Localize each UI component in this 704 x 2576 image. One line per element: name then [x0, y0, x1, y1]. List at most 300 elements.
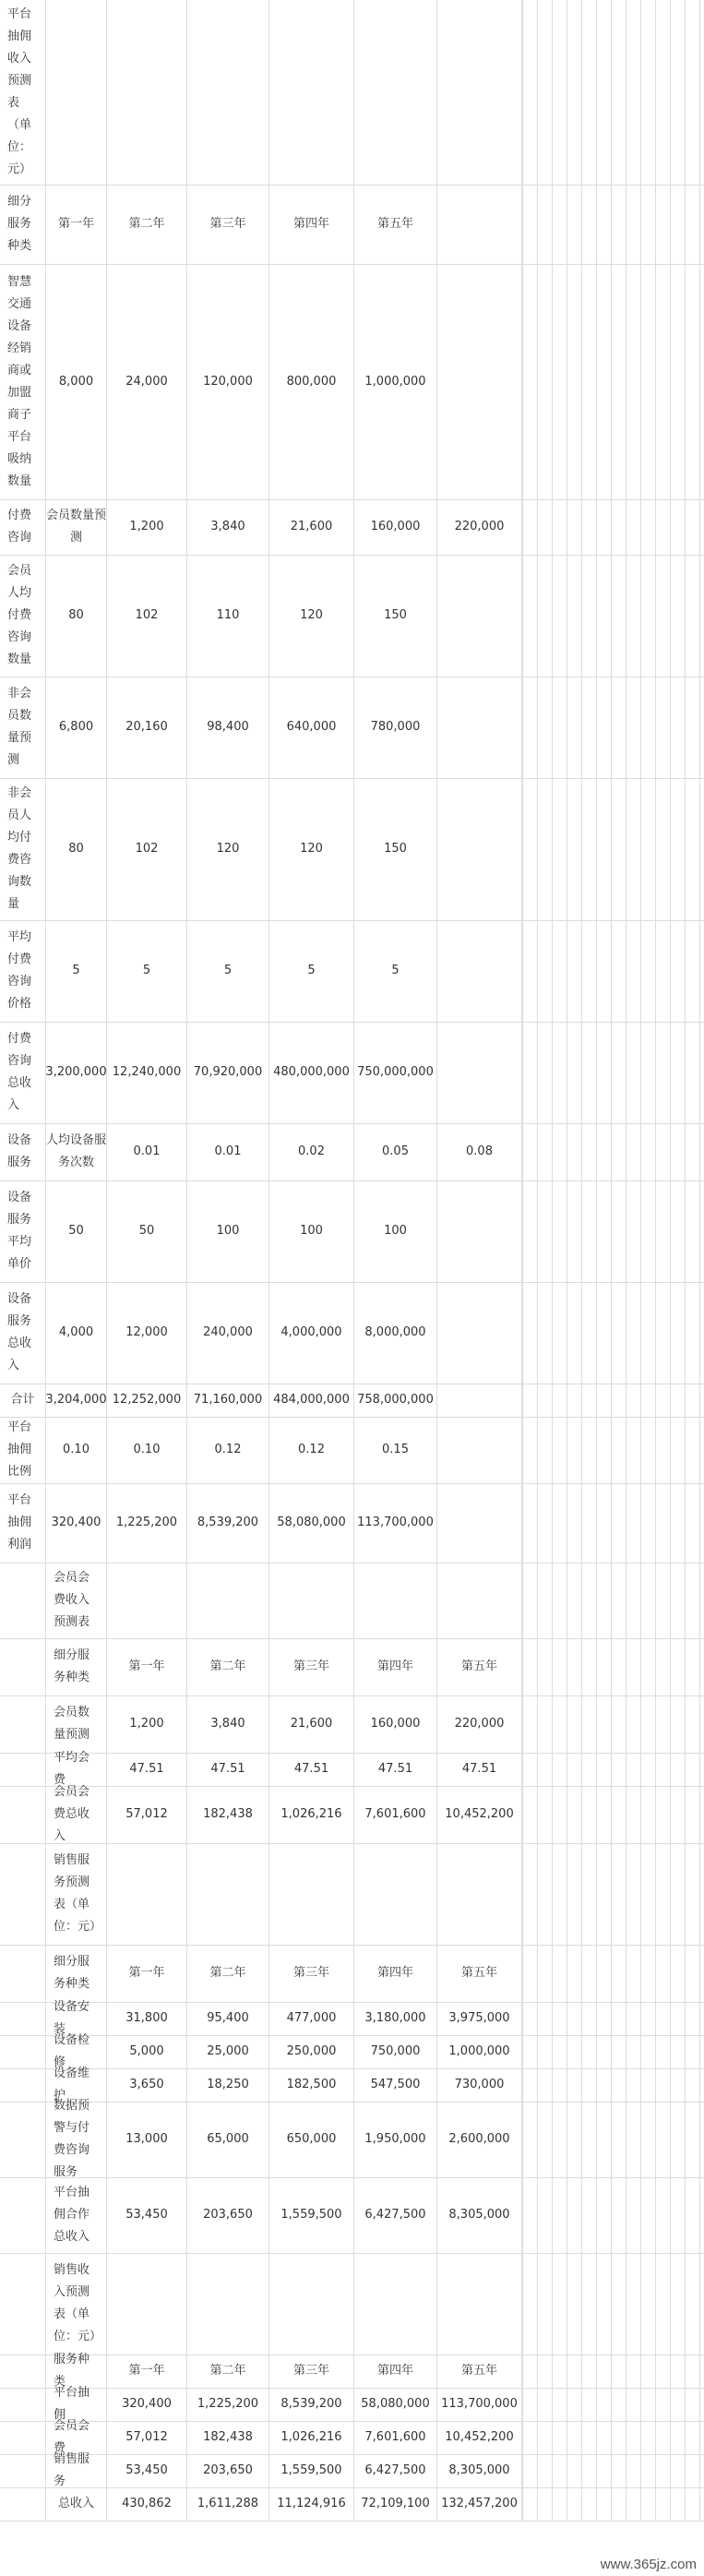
cell-text: 3,180,000 [364, 2011, 426, 2025]
cell-text: 1,950,000 [364, 2132, 426, 2146]
table-cell [437, 1180, 522, 1282]
cell-text: 24,000 [125, 374, 168, 389]
cell-text: 5 [223, 964, 233, 977]
table-cell [187, 1384, 269, 1417]
table-cell [269, 185, 354, 264]
table-cell [187, 555, 269, 677]
cell-text: 5 [307, 964, 316, 977]
table-row [0, 2177, 704, 2254]
table-cell [0, 2177, 46, 2253]
table-cell [187, 778, 269, 920]
table-cell [354, 2253, 437, 2354]
table-cell [437, 1384, 522, 1417]
table-cell [0, 778, 46, 920]
cell-text: 150 [384, 842, 407, 856]
cell-text: 0.01 [133, 1144, 161, 1158]
cell-text: 18,250 [207, 2078, 249, 2091]
table-cell [0, 1753, 46, 1786]
table-cell [46, 2177, 107, 2253]
table-cell [269, 2354, 354, 2388]
table-row [0, 264, 704, 500]
table-cell [107, 920, 187, 1022]
table-cell [107, 1180, 187, 1282]
table-cell [187, 264, 269, 499]
table-cell [107, 2487, 187, 2521]
cell-text: 总收入 [57, 2497, 94, 2510]
cell-text: 第五年 [376, 217, 413, 231]
cell-text: 10,452,200 [445, 2430, 514, 2444]
cell-text: 132,457,200 [441, 2497, 518, 2510]
table-cell [107, 2421, 187, 2454]
table-row [0, 1945, 704, 2003]
cell-text: 第三年 [292, 2364, 329, 2378]
cell-text: 会员人均付费咨询数量 [7, 564, 32, 666]
cell-text: 3,840 [210, 520, 245, 533]
table-cell [0, 1180, 46, 1282]
cell-text: 10,452,200 [445, 1807, 514, 1821]
table-cell [107, 1417, 187, 1483]
table-cell [437, 1753, 522, 1786]
cell-text: 第三年 [292, 1966, 329, 1980]
cell-text: 智慧交通设备经销商或加盟商子平台吸纳数量 [7, 274, 32, 488]
table-row [0, 2388, 704, 2422]
table-cell [187, 920, 269, 1022]
table-cell [354, 1384, 437, 1417]
cell-text: 58,080,000 [361, 2397, 430, 2411]
table-cell [187, 1180, 269, 1282]
table-cell [107, 1282, 187, 1384]
table-cell [0, 2388, 46, 2421]
table-cell [437, 185, 522, 264]
table-cell [0, 2102, 46, 2177]
table-cell [46, 555, 107, 677]
table-cell [107, 1695, 187, 1753]
table-cell [0, 1282, 46, 1384]
table-cell [187, 1638, 269, 1695]
table-cell [269, 2421, 354, 2454]
table-cell [46, 1282, 107, 1384]
cell-text: 0.10 [133, 1443, 161, 1456]
cell-text: 182,438 [203, 1807, 253, 1821]
cell-text: 3,204,000 [45, 1393, 107, 1407]
cell-text: 4,000,000 [280, 1325, 342, 1339]
table-cell [107, 2102, 187, 2177]
table-row [0, 499, 704, 556]
table-cell [354, 2487, 437, 2521]
cell-text: 设备安装 [54, 2000, 90, 2036]
cell-text: 第二年 [209, 2364, 246, 2378]
cell-text: 25,000 [207, 2044, 249, 2058]
site-watermark: www.365jz.com [600, 2557, 697, 2572]
cell-text: 57,012 [125, 1807, 168, 1821]
cell-text: 6,427,500 [364, 2463, 426, 2477]
table-cell [437, 2354, 522, 2388]
cell-text: 0.08 [466, 1144, 493, 1158]
table-row [0, 920, 704, 1023]
cell-text: 11,124,916 [277, 2497, 346, 2510]
cell-text: 5 [72, 964, 80, 977]
table-cell [354, 1638, 437, 1695]
table-cell [437, 1843, 522, 1945]
cell-text: 第五年 [460, 2364, 497, 2378]
cell-text: 5 [391, 964, 400, 977]
cell-text: 设备服务总收入 [7, 1292, 32, 1372]
cell-text: 5 [142, 964, 151, 977]
table-cell [0, 555, 46, 677]
table-cell [46, 1417, 107, 1483]
table-cell [354, 2177, 437, 2253]
table-cell [187, 2354, 269, 2388]
cell-text: 182,500 [286, 2078, 337, 2091]
table-cell [354, 2068, 437, 2102]
cell-text: 58,080,000 [277, 1516, 346, 1529]
table-row [0, 2421, 704, 2455]
cell-text: 1,225,200 [115, 1516, 178, 1529]
cell-text: 1,000,000 [364, 374, 426, 389]
table-cell [437, 1022, 522, 1123]
cell-text: 第二年 [128, 217, 165, 231]
table-row [0, 2035, 704, 2069]
cell-text: 12,240,000 [112, 1065, 182, 1079]
cell-text: 第一年 [57, 217, 94, 231]
table-cell [269, 1753, 354, 1786]
cell-text: 484,000,000 [273, 1393, 350, 1407]
cell-text: 6,427,500 [364, 2208, 426, 2222]
cell-text: 250,000 [286, 2044, 337, 2058]
table-row [0, 1695, 704, 1754]
cell-text: 设备检修 [54, 2033, 90, 2069]
table-row [0, 555, 704, 677]
cell-text: 销售服务预测表（单位：元） [54, 1853, 102, 1934]
table-cell [107, 2454, 187, 2487]
table-cell [0, 920, 46, 1022]
table-cell [269, 1282, 354, 1384]
table-cell [107, 185, 187, 264]
cell-text: 50 [68, 1224, 84, 1238]
table-cell [437, 264, 522, 499]
table-row [0, 1483, 704, 1564]
table-cell [46, 677, 107, 778]
cell-text: 102 [135, 608, 159, 622]
cell-text: 71,160,000 [193, 1393, 263, 1407]
table-cell [0, 264, 46, 499]
cell-text: 100 [300, 1224, 323, 1238]
table-cell [269, 1843, 354, 1945]
cell-text: 0.01 [214, 1144, 242, 1158]
table-cell [187, 2177, 269, 2253]
table-row [0, 2002, 704, 2036]
cell-text: 8,539,200 [280, 2397, 342, 2411]
cell-text: 150 [384, 608, 407, 622]
cell-text: 第一年 [128, 1966, 165, 1980]
table-cell [269, 499, 354, 555]
cell-text: 第二年 [209, 1966, 246, 1980]
table-cell [354, 185, 437, 264]
table-cell [0, 1384, 46, 1417]
cell-text: 31,800 [125, 2011, 168, 2025]
cell-text: 非会员数量预测 [7, 687, 32, 767]
cell-text: 第三年 [292, 1659, 329, 1673]
table-cell [0, 499, 46, 555]
table-cell [187, 1282, 269, 1384]
table-cell [437, 1483, 522, 1563]
table-cell [46, 778, 107, 920]
table-cell [354, 2102, 437, 2177]
cell-text: 第一年 [128, 1659, 165, 1673]
cell-text: 3,650 [129, 2078, 164, 2091]
cell-text: 750,000,000 [357, 1065, 434, 1079]
cell-text: 430,862 [122, 2497, 172, 2510]
table-cell [437, 2102, 522, 2177]
table-cell [354, 1417, 437, 1483]
table-cell [46, 1786, 107, 1843]
cell-text: 第五年 [460, 1966, 497, 1980]
cell-text: 50 [138, 1224, 155, 1238]
cell-text: 8,000,000 [364, 1325, 426, 1339]
table-row [0, 2068, 704, 2103]
cell-text: 0.10 [63, 1443, 89, 1456]
cell-text: 80 [68, 608, 84, 622]
cell-text: 平均会费 [54, 1751, 90, 1787]
cell-text: 细分服务种类 [54, 1648, 90, 1684]
table-cell [107, 1638, 187, 1695]
table-cell [437, 2253, 522, 2354]
cell-text: 平均付费咨询价格 [7, 930, 32, 1011]
cell-text: 2,600,000 [448, 2132, 510, 2146]
table-cell [354, 1282, 437, 1384]
table-cell [187, 0, 269, 185]
table-cell [354, 1753, 437, 1786]
table-cell [187, 1417, 269, 1483]
table-cell [269, 2253, 354, 2354]
table-row [0, 2487, 704, 2522]
table-cell [437, 2454, 522, 2487]
table-cell [0, 677, 46, 778]
table-cell [437, 1282, 522, 1384]
table-cell [187, 2002, 269, 2035]
table-cell [437, 2388, 522, 2421]
cell-text: 120 [300, 842, 323, 856]
table-cell [437, 2487, 522, 2521]
table-cell [437, 2035, 522, 2068]
cell-text: 72,109,100 [361, 2497, 430, 2510]
cell-text: 1,611,288 [197, 2497, 259, 2510]
cell-text: 会员数量预测 [46, 509, 107, 545]
cell-text: 547,500 [370, 2078, 421, 2091]
table-cell [187, 2487, 269, 2521]
cell-text: 平台抽佣合作总收入 [54, 2186, 90, 2244]
table-row [0, 1123, 704, 1181]
table-cell [46, 1695, 107, 1753]
table-cell [187, 1483, 269, 1563]
cell-text: 0.12 [298, 1443, 325, 1456]
table-row [0, 1753, 704, 1787]
table-cell [187, 2388, 269, 2421]
table-cell [437, 2002, 522, 2035]
cell-text: 平台抽佣收入预测表（单位：元） [7, 7, 32, 176]
table-cell [187, 2421, 269, 2454]
cell-text: 会员数量预测 [54, 1706, 90, 1742]
table-cell [46, 185, 107, 264]
table-cell [0, 1123, 46, 1180]
table-cell [354, 2454, 437, 2487]
table-cell [46, 2487, 107, 2521]
cell-text: 95,400 [207, 2011, 249, 2025]
table-cell [107, 0, 187, 185]
table-cell [354, 2002, 437, 2035]
cell-text: 会员会费总收入 [54, 1785, 90, 1843]
table-cell [187, 1786, 269, 1843]
cell-text: 平台抽佣利润 [7, 1493, 32, 1552]
table-cell [46, 1638, 107, 1695]
table-cell [437, 1563, 522, 1638]
cell-text: 53,450 [125, 2463, 168, 2477]
table-cell [187, 2454, 269, 2487]
table-row [0, 185, 704, 265]
table-cell [187, 2253, 269, 2354]
table-cell [187, 185, 269, 264]
cell-text: 780,000 [370, 720, 421, 734]
table-cell [187, 2035, 269, 2068]
cell-text: 120 [216, 842, 240, 856]
cell-text: 1,200 [129, 1717, 164, 1731]
table-cell [269, 1945, 354, 2002]
table-cell [269, 264, 354, 499]
table-cell [354, 1786, 437, 1843]
table-cell [437, 1638, 522, 1695]
table-cell [187, 499, 269, 555]
table-cell [107, 2068, 187, 2102]
cell-text: 113,700,000 [357, 1516, 434, 1529]
table-cell [107, 2177, 187, 2253]
cell-text: 758,000,000 [357, 1393, 434, 1407]
table-cell [107, 1753, 187, 1786]
cell-text: 细分服务种类 [54, 1955, 90, 1991]
table-cell [107, 264, 187, 499]
table-cell [46, 1563, 107, 1638]
cell-text: 服务种类 [54, 2353, 90, 2389]
table-cell [107, 1786, 187, 1843]
cell-text: 120 [300, 608, 323, 622]
cell-text: 第四年 [376, 2364, 413, 2378]
table-cell [269, 2068, 354, 2102]
table-row [0, 1384, 704, 1418]
cell-text: 650,000 [286, 2132, 337, 2146]
table-row [0, 1786, 704, 1844]
table-cell [0, 1786, 46, 1843]
table-cell [269, 920, 354, 1022]
cell-text: 113,700,000 [441, 2397, 518, 2411]
cell-text: 非会员人均付费咨询数量 [7, 786, 32, 911]
table-cell [0, 1695, 46, 1753]
table-cell [354, 920, 437, 1022]
table-cell [46, 2454, 107, 2487]
table-cell [437, 0, 522, 185]
table-cell [437, 1945, 522, 2002]
table-cell [0, 2253, 46, 2354]
table-cell [187, 1022, 269, 1123]
cell-text: 第一年 [128, 2364, 165, 2378]
cell-text: 设备维护 [54, 2067, 90, 2103]
table-cell [269, 555, 354, 677]
cell-text: 12,000 [125, 1325, 168, 1339]
table-cell [354, 1563, 437, 1638]
cell-text: 480,000,000 [273, 1065, 350, 1079]
table-cell [354, 1180, 437, 1282]
table-cell [107, 2253, 187, 2354]
table-cell [269, 2035, 354, 2068]
table-cell [46, 2253, 107, 2354]
cell-text: 640,000 [286, 720, 337, 734]
table-cell [187, 677, 269, 778]
table-row [0, 0, 704, 186]
table-cell [187, 1753, 269, 1786]
table-cell [107, 1945, 187, 2002]
cell-text: 合计 [10, 1393, 35, 1407]
table-cell [46, 1483, 107, 1563]
cell-text: 1,026,216 [280, 2430, 342, 2444]
table-cell [46, 1384, 107, 1417]
cell-text: 0.12 [214, 1443, 242, 1456]
table-cell [0, 2068, 46, 2102]
cell-text: 203,650 [203, 2208, 253, 2222]
table-cell [269, 0, 354, 185]
table-cell [46, 1843, 107, 1945]
cell-text: 100 [216, 1224, 240, 1238]
table-cell [187, 1563, 269, 1638]
table-cell [354, 1695, 437, 1753]
table-cell [437, 920, 522, 1022]
cell-text: 1,026,216 [280, 1807, 342, 1821]
cell-text: 110 [216, 608, 240, 622]
table-cell [354, 499, 437, 555]
table-cell [0, 2454, 46, 2487]
cell-text: 8,539,200 [197, 1516, 259, 1529]
table-cell [107, 2002, 187, 2035]
cell-text: 平台抽佣比例 [7, 1420, 32, 1479]
cell-text: 13,000 [125, 2132, 168, 2146]
table-cell [269, 677, 354, 778]
table-cell [354, 677, 437, 778]
table-cell [187, 1945, 269, 2002]
cell-text: 设备服务平均单价 [7, 1191, 32, 1271]
cell-text: 第四年 [292, 217, 329, 231]
table-cell [0, 2421, 46, 2454]
table-cell [187, 2102, 269, 2177]
cell-text: 6,800 [58, 720, 94, 734]
cell-text: 会员会费 [54, 2419, 90, 2455]
cell-text: 12,252,000 [112, 1393, 182, 1407]
table-cell [269, 1563, 354, 1638]
cell-text: 80 [68, 842, 84, 856]
table-cell [0, 1638, 46, 1695]
table-cell [354, 1022, 437, 1123]
table-cell [107, 1022, 187, 1123]
table-cell [107, 778, 187, 920]
cell-text: 8,305,000 [448, 2208, 510, 2222]
cell-text: 3,200,000 [45, 1065, 107, 1079]
table-cell [0, 2354, 46, 2388]
cell-text: 7,601,600 [364, 2430, 426, 2444]
table-cell [0, 0, 46, 185]
cell-text: 477,000 [286, 2011, 337, 2025]
table-cell [354, 2354, 437, 2388]
cell-text: 3,840 [210, 1717, 245, 1731]
table-row [0, 1282, 704, 1384]
cell-text: 0.02 [298, 1144, 325, 1158]
cell-text: 4,000 [58, 1325, 94, 1339]
cell-text: 220,000 [454, 1717, 505, 1731]
